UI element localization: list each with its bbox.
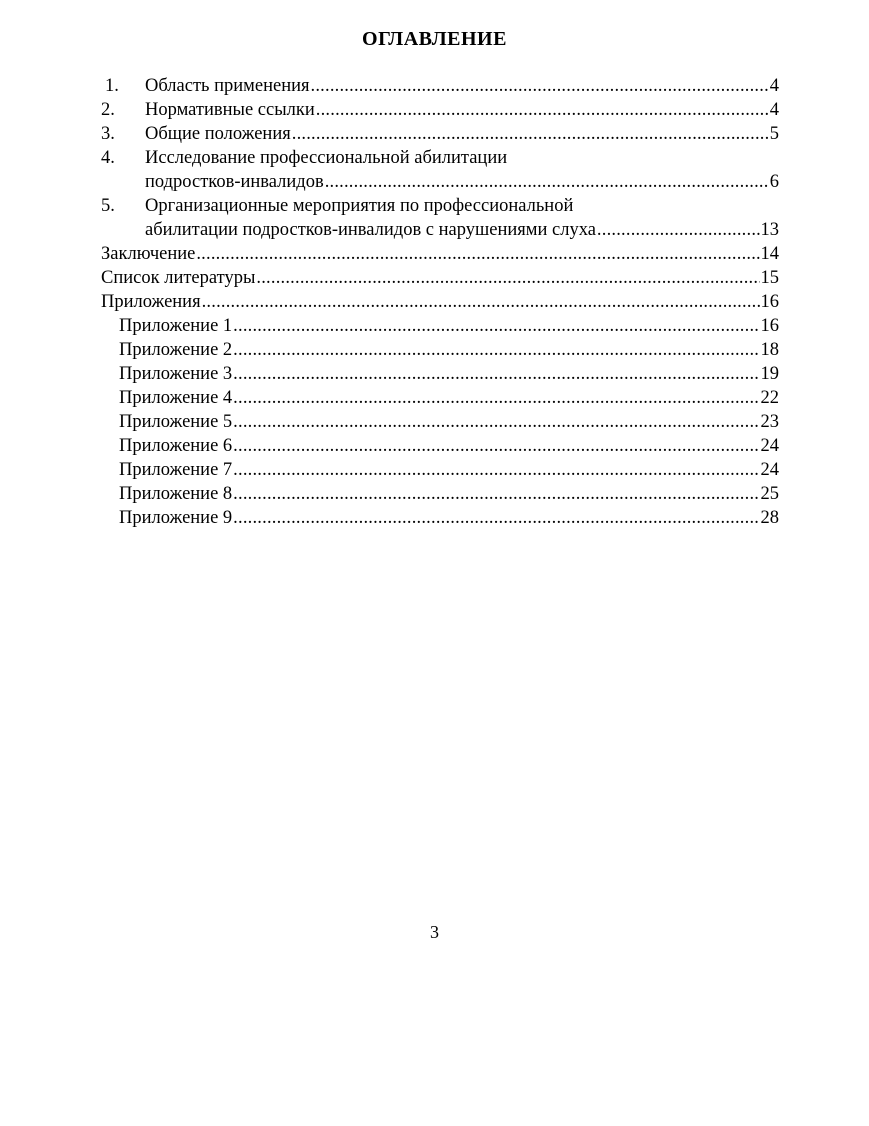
toc-leader-dots	[233, 458, 759, 482]
toc-item-number: 3.	[101, 124, 115, 144]
toc-item-3[interactable]	[101, 122, 779, 146]
toc-item-number: 1.	[105, 76, 119, 96]
toc-appendix-6[interactable]	[101, 434, 779, 458]
toc-item-1[interactable]	[101, 74, 779, 98]
toc-item-text: Область применения	[145, 76, 310, 96]
toc-item-text: Общие положения	[145, 124, 291, 144]
toc-item-text-continuation: абилитации подростков-инвалидов с нарушениями слуха	[145, 220, 596, 240]
toc-appendix-7[interactable]	[101, 458, 779, 482]
toc-appendix-text: Приложение 1	[119, 316, 233, 336]
toc-item-page: 5	[769, 124, 779, 144]
toc-item-5[interactable]	[101, 194, 779, 218]
toc-item-page: 4	[769, 100, 779, 120]
toc-leader-dots	[256, 266, 759, 290]
toc-appendix-page: 28	[760, 508, 779, 528]
toc-item-4-continuation[interactable]	[101, 170, 779, 194]
toc-appendix-page: 24	[760, 436, 779, 456]
toc-item-page: 13	[760, 220, 779, 240]
toc-leader-dots	[202, 290, 760, 314]
page-title: ОГЛАВЛЕНИЕ	[362, 28, 507, 50]
toc-item-number: 4.	[101, 148, 115, 168]
toc-appendix-text: Приложение 3	[119, 364, 233, 384]
toc-appendix-3[interactable]	[101, 362, 779, 386]
toc-appendix-page: 19	[760, 364, 779, 384]
toc-leader-dots	[311, 74, 769, 98]
toc-appendix-8[interactable]	[101, 482, 779, 506]
toc-leader-dots	[196, 242, 759, 266]
toc-section-conclusion[interactable]	[101, 242, 779, 266]
toc-section-page: 15	[760, 268, 779, 288]
toc-appendix-4[interactable]	[101, 386, 779, 410]
toc-leader-dots	[292, 122, 769, 146]
toc-appendix-2[interactable]	[101, 338, 779, 362]
toc-leader-dots	[233, 482, 759, 506]
table-of-contents	[101, 74, 779, 530]
toc-section-page: 14	[760, 244, 779, 264]
toc-leader-dots	[233, 506, 759, 530]
toc-appendix-text: Приложение 8	[119, 484, 233, 504]
toc-section-references[interactable]	[101, 266, 779, 290]
toc-appendix-page: 22	[760, 388, 779, 408]
toc-item-page: 4	[769, 76, 779, 96]
toc-item-4[interactable]	[101, 146, 779, 170]
toc-item-number: 5.	[101, 196, 115, 216]
toc-item-text-continuation: подростков-инвалидов	[145, 172, 324, 192]
toc-leader-dots	[233, 362, 759, 386]
toc-section-text: Приложения	[101, 292, 201, 312]
toc-leader-dots	[233, 410, 759, 434]
toc-appendix-page: 24	[760, 460, 779, 480]
toc-appendix-page: 18	[760, 340, 779, 360]
toc-leader-dots	[233, 434, 759, 458]
toc-leader-dots	[233, 314, 759, 338]
toc-section-page: 16	[760, 292, 779, 312]
toc-leader-dots	[233, 338, 759, 362]
toc-appendix-page: 25	[760, 484, 779, 504]
toc-appendix-1[interactable]	[101, 314, 779, 338]
toc-appendix-text: Приложение 9	[119, 508, 233, 528]
toc-appendix-5[interactable]	[101, 410, 779, 434]
toc-item-2[interactable]	[101, 98, 779, 122]
page-number: 3	[430, 922, 439, 942]
toc-appendix-text: Приложение 6	[119, 436, 233, 456]
toc-section-text: Список литературы	[101, 268, 256, 288]
toc-leader-dots	[233, 386, 759, 410]
toc-appendix-text: Приложение 2	[119, 340, 233, 360]
toc-section-appendices[interactable]	[101, 290, 779, 314]
toc-item-page: 6	[769, 172, 779, 192]
toc-appendix-text: Приложение 4	[119, 388, 233, 408]
toc-item-text: Исследование профессиональной абилитации	[145, 148, 508, 168]
toc-leader-dots	[325, 170, 769, 194]
toc-item-text: Организационные мероприятия по профессиональной	[145, 196, 574, 216]
toc-appendix-text: Приложение 7	[119, 460, 233, 480]
toc-item-text: Нормативные ссылки	[145, 100, 315, 120]
toc-item-number: 2.	[101, 100, 115, 120]
toc-appendix-page: 23	[760, 412, 779, 432]
toc-appendix-text: Приложение 5	[119, 412, 233, 432]
toc-leader-dots	[316, 98, 769, 122]
toc-item-5-continuation[interactable]	[101, 218, 779, 242]
toc-appendix-9[interactable]	[101, 506, 779, 530]
toc-section-text: Заключение	[101, 244, 196, 264]
toc-leader-dots	[597, 218, 760, 242]
toc-appendix-page: 16	[760, 316, 779, 336]
